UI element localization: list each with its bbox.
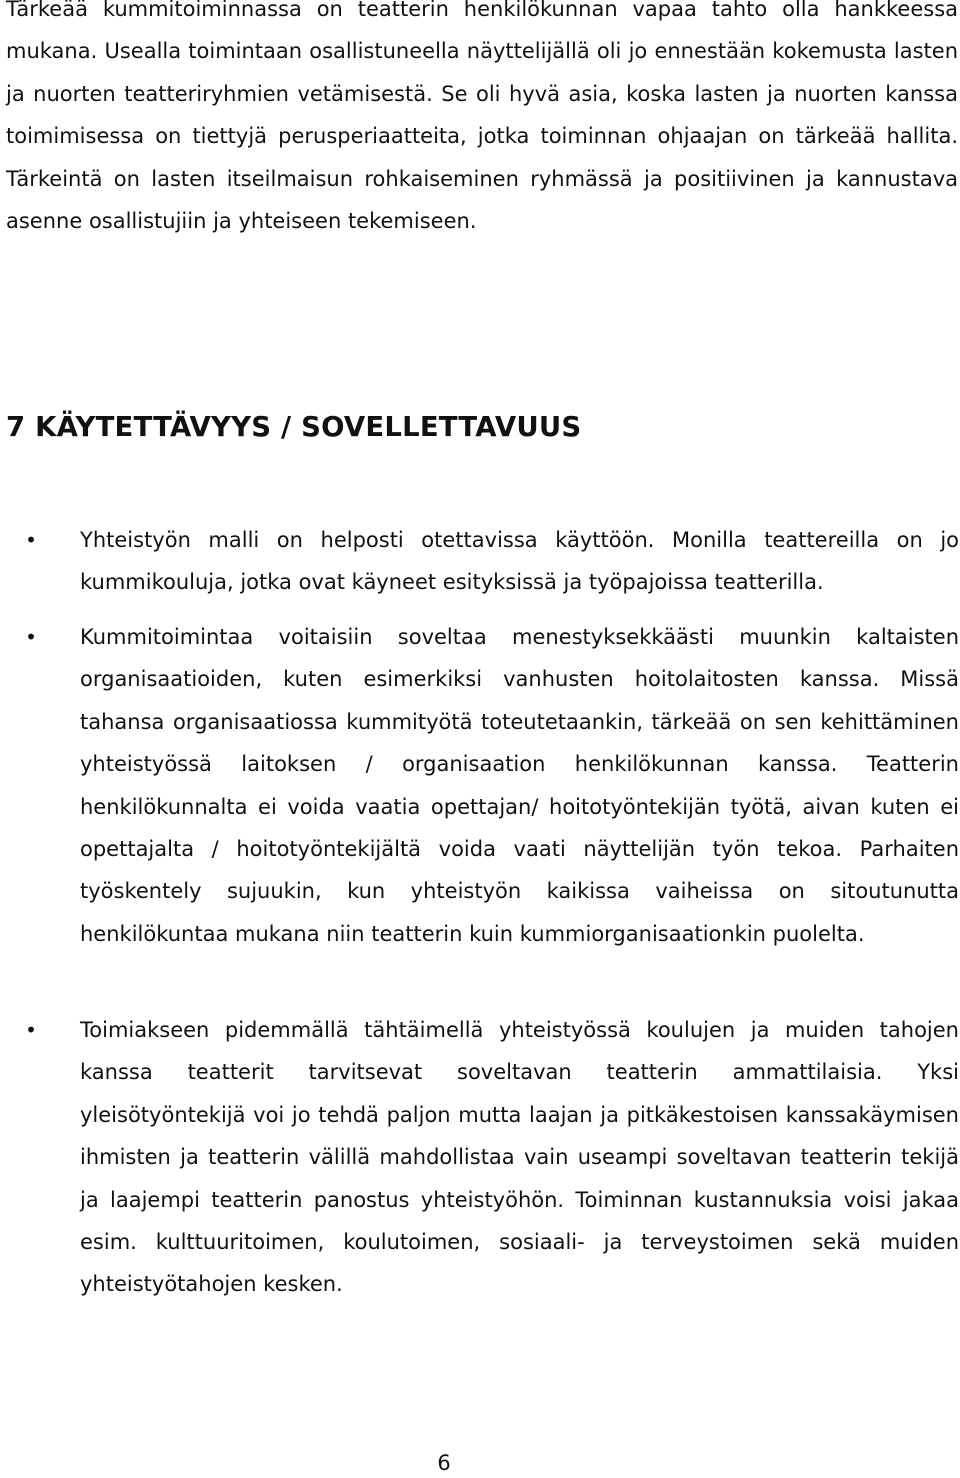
- list-item: [25, 519, 959, 604]
- list-item: [25, 1009, 959, 1306]
- bullet-text: Toimiakseen pidemmällä tähtäimellä yhteistyössä koulujen ja muiden tahojen kanssa teatterit tarvitsevat soveltavan teatterin ammattilaisia. Yksi yleisötyöntekijä voi jo tehdä paljon mutta laajan ja pitkäkestoisen kanssakäymisen ihmisten ja teatterin välillä mahdollistaa vain useampi soveltavan teatterin tekijä ja laajempi teatterin panostus yhteistyöhön. Toiminnan kustannuksia voisi jakaa esim. kulttuuritoimen, koulutoimen, sosiaali- ja terveystoimen sekä muiden yhteistyötahojen kesken.: [80, 1018, 959, 1297]
- bullet-icon: •: [25, 1018, 37, 1042]
- list-item: [25, 616, 959, 955]
- section-heading: 7 KÄYTETTÄVYYS / SOVELLETTAVUUS: [6, 411, 582, 443]
- bullet-icon: •: [25, 625, 37, 649]
- bullet-text: Yhteistyön malli on helposti otettavissa käyttöön. Monilla teattereilla on jo kummikouluja, jotka ovat käyneet esityksissä ja työpajoissa teatterilla.: [80, 528, 959, 595]
- bullet-text: Kummitoimintaa voitaisiin soveltaa menestyksekkäästi muunkin kaltaisten organisaatioiden, kuten esimerkiksi vanhusten hoitolaitosten kanssa. Missä tahansa organisaatiossa kummityötä toteutetaankin, tärkeää on sen kehittäminen yhteistyössä laitoksen / organisaation henkilökunnan kanssa. Teatterin henkilökunnalta ei voida vaatia opettajan/ hoitotyöntekijän työtä, aivan kuten ei opettajalta / hoitotyöntekijältä voida vaati näyttelijän työn tekoa. Parhaiten työskentely sujuukin, kun yhteistyön kaikissa vaiheissa on sitoutunutta henkilökuntaa mukana niin teatterin kuin kummiorganisaationkin puolelta.: [80, 625, 959, 946]
- bullet-icon: •: [25, 528, 37, 552]
- intro-paragraph: Tärkeää kummitoiminnassa on teatterin henkilökunnan vapaa tahto olla hankkeessa mukana. Usealla toimintaan osallistuneella näyttelijällä oli jo ennestään kokemusta lasten ja nuorten teatteriryhmien vetämisestä. Se oli hyvä asia, koska lasten ja nuorten kanssa toimimisessa on tiettyjä perusperiaatteita, jotka toiminnan ohjaajan on tärkeää hallita. Tärkeintä on lasten itseilmaisun rohkaiseminen ryhmässä ja positiivinen ja kannustava asenne osallistujiin ja yhteiseen tekemiseen.: [6, 0, 958, 234]
- page-number: 6: [437, 1451, 451, 1475]
